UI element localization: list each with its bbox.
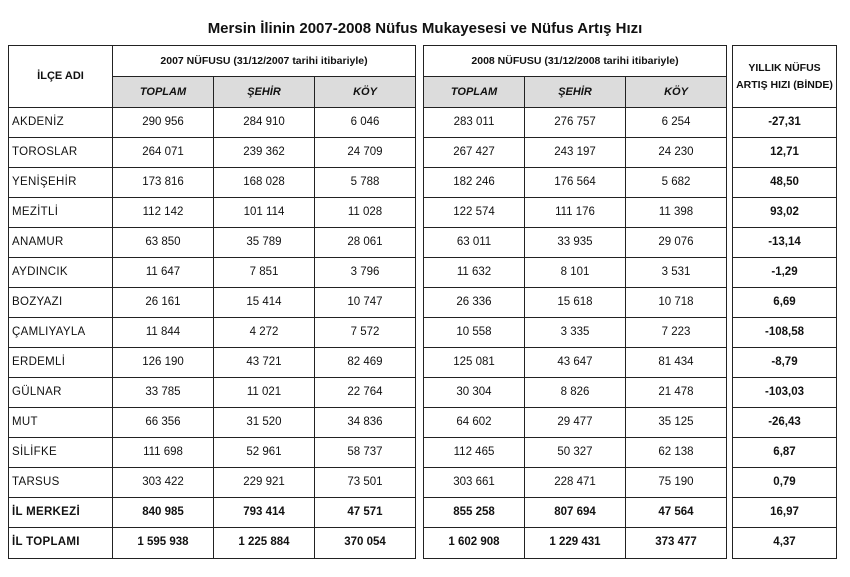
gap <box>416 348 424 378</box>
urban-2007: 168 028 <box>214 168 315 198</box>
urban-2008: 8 826 <box>525 378 626 408</box>
total-2008: 11 632 <box>424 258 525 288</box>
rural-2007: 24 709 <box>315 138 416 168</box>
urban-2008: 50 327 <box>525 438 626 468</box>
growth-rate: -27,31 <box>733 108 837 138</box>
growth-rate: 4,37 <box>733 528 837 559</box>
rural-2007: 10 747 <box>315 288 416 318</box>
gap <box>416 378 424 408</box>
total-2007: 290 956 <box>113 108 214 138</box>
total-2008: 26 336 <box>424 288 525 318</box>
urban-2007: 43 721 <box>214 348 315 378</box>
district-name: AYDINCIK <box>9 258 113 288</box>
urban-2008: 29 477 <box>525 408 626 438</box>
total-2007: 33 785 <box>113 378 214 408</box>
district-name: GÜLNAR <box>9 378 113 408</box>
population-table <box>8 45 837 559</box>
gap <box>416 438 424 468</box>
rural-2008: 75 190 <box>626 468 727 498</box>
district-name: ERDEMLİ <box>9 348 113 378</box>
urban-2008: 33 935 <box>525 228 626 258</box>
growth-rate: 0,79 <box>733 468 837 498</box>
gap <box>416 228 424 258</box>
district-name: YENİŞEHİR <box>9 168 113 198</box>
district-name: TOROSLAR <box>9 138 113 168</box>
rural-2008: 10 718 <box>626 288 727 318</box>
rural-2008: 62 138 <box>626 438 727 468</box>
total-2007: 126 190 <box>113 348 214 378</box>
total-2008: 267 427 <box>424 138 525 168</box>
rural-2008-header: KÖY <box>626 77 727 108</box>
district-header: İLÇE ADI <box>9 46 113 108</box>
rural-2007: 6 046 <box>315 108 416 138</box>
district-name: AKDENİZ <box>9 108 113 138</box>
district-name: BOZYAZI <box>9 288 113 318</box>
growth-rate-header <box>733 46 837 108</box>
district-name: İL MERKEZİ <box>9 498 113 528</box>
total-2008: 122 574 <box>424 198 525 228</box>
rural-2007: 3 796 <box>315 258 416 288</box>
district-name: İL TOPLAMI <box>9 528 113 559</box>
gap <box>416 288 424 318</box>
district-name: TARSUS <box>9 468 113 498</box>
table-row <box>9 168 837 198</box>
urban-2007: 101 114 <box>214 198 315 228</box>
urban-2008: 243 197 <box>525 138 626 168</box>
total-2008: 283 011 <box>424 108 525 138</box>
rural-2007: 11 028 <box>315 198 416 228</box>
gap <box>416 198 424 228</box>
total-2008: 855 258 <box>424 498 525 528</box>
total-2008: 112 465 <box>424 438 525 468</box>
page-title: Mersin İlinin 2007-2008 Nüfus Mukayesesi ve Nüfus Artış Hızı <box>207 20 643 37</box>
rural-2007: 47 571 <box>315 498 416 528</box>
growth-rate: -1,29 <box>733 258 837 288</box>
table-row <box>9 498 837 528</box>
total-2008: 303 661 <box>424 468 525 498</box>
total-2007: 63 850 <box>113 228 214 258</box>
urban-2007: 1 225 884 <box>214 528 315 559</box>
growth-rate: 12,71 <box>733 138 837 168</box>
gap <box>416 468 424 498</box>
urban-2007: 229 921 <box>214 468 315 498</box>
urban-2008: 1 229 431 <box>525 528 626 559</box>
growth-rate: 16,97 <box>733 498 837 528</box>
rural-2008: 373 477 <box>626 528 727 559</box>
gap <box>416 138 424 168</box>
total-2007: 173 816 <box>113 168 214 198</box>
growth-rate: -103,03 <box>733 378 837 408</box>
total-2007: 66 356 <box>113 408 214 438</box>
urban-2007: 793 414 <box>214 498 315 528</box>
urban-2008: 15 618 <box>525 288 626 318</box>
table-row <box>9 228 837 258</box>
rural-2008: 7 223 <box>626 318 727 348</box>
total-2008: 182 246 <box>424 168 525 198</box>
growth-rate: 93,02 <box>733 198 837 228</box>
gap <box>416 108 424 138</box>
total-2008: 10 558 <box>424 318 525 348</box>
district-name: ÇAMLIYAYLA <box>9 318 113 348</box>
gap <box>416 498 424 528</box>
total-2007: 26 161 <box>113 288 214 318</box>
total-2008: 63 011 <box>424 228 525 258</box>
urban-2008-header: ŞEHİR <box>525 77 626 108</box>
rural-2008: 47 564 <box>626 498 727 528</box>
total-2007-header: TOPLAM <box>113 77 214 108</box>
total-2007: 112 142 <box>113 198 214 228</box>
rural-2008: 21 478 <box>626 378 727 408</box>
total-2007: 264 071 <box>113 138 214 168</box>
table-row <box>9 468 837 498</box>
table-row <box>9 198 837 228</box>
urban-2008: 8 101 <box>525 258 626 288</box>
gap <box>416 168 424 198</box>
rural-2007: 370 054 <box>315 528 416 559</box>
growth-rate: -8,79 <box>733 348 837 378</box>
growth-rate-header-line2: ARTIŞ HIZI (BİNDE) <box>736 78 833 91</box>
growth-rate: -26,43 <box>733 408 837 438</box>
urban-2007: 35 789 <box>214 228 315 258</box>
total-2007: 303 422 <box>113 468 214 498</box>
table-row <box>9 288 837 318</box>
district-name: MEZİTLİ <box>9 198 113 228</box>
table-row <box>9 138 837 168</box>
gap <box>416 46 424 108</box>
table-row <box>9 408 837 438</box>
rural-2008: 81 434 <box>626 348 727 378</box>
rural-2008: 5 682 <box>626 168 727 198</box>
gap <box>416 258 424 288</box>
urban-2007: 31 520 <box>214 408 315 438</box>
urban-2008: 111 176 <box>525 198 626 228</box>
growth-rate: -108,58 <box>733 318 837 348</box>
table-row <box>9 318 837 348</box>
rural-2008: 35 125 <box>626 408 727 438</box>
rural-2007: 34 836 <box>315 408 416 438</box>
district-name: MUT <box>9 408 113 438</box>
urban-2007: 7 851 <box>214 258 315 288</box>
urban-2007: 4 272 <box>214 318 315 348</box>
rural-2007: 7 572 <box>315 318 416 348</box>
total-2008: 1 602 908 <box>424 528 525 559</box>
table-row <box>9 528 837 559</box>
pop-2007-header: 2007 NÜFUSU (31/12/2007 tarihi itibariyle) <box>113 46 416 77</box>
table-row <box>9 258 837 288</box>
total-2007: 1 595 938 <box>113 528 214 559</box>
pop-2008-header: 2008 NÜFUSU (31/12/2008 tarihi itibariyle) <box>424 46 727 77</box>
growth-rate-header-line1: YILLIK NÜFUS <box>748 61 821 74</box>
total-2008: 125 081 <box>424 348 525 378</box>
total-2007: 11 647 <box>113 258 214 288</box>
urban-2008: 807 694 <box>525 498 626 528</box>
urban-2008: 176 564 <box>525 168 626 198</box>
total-2007: 111 698 <box>113 438 214 468</box>
urban-2007: 284 910 <box>214 108 315 138</box>
rural-2008: 11 398 <box>626 198 727 228</box>
rural-2007: 22 764 <box>315 378 416 408</box>
gap <box>416 408 424 438</box>
urban-2007: 15 414 <box>214 288 315 318</box>
gap <box>416 318 424 348</box>
rural-2008: 3 531 <box>626 258 727 288</box>
urban-2008: 276 757 <box>525 108 626 138</box>
rural-2007: 5 788 <box>315 168 416 198</box>
district-name: ANAMUR <box>9 228 113 258</box>
urban-2007: 11 021 <box>214 378 315 408</box>
urban-2008: 3 335 <box>525 318 626 348</box>
gap <box>416 528 424 559</box>
total-2008: 64 602 <box>424 408 525 438</box>
table-row <box>9 378 837 408</box>
rural-2008: 29 076 <box>626 228 727 258</box>
growth-rate: 6,69 <box>733 288 837 318</box>
urban-2007-header: ŞEHİR <box>214 77 315 108</box>
table-row <box>9 108 837 138</box>
urban-2007: 52 961 <box>214 438 315 468</box>
rural-2007-header: KÖY <box>315 77 416 108</box>
table-row <box>9 438 837 468</box>
rural-2008: 24 230 <box>626 138 727 168</box>
growth-rate: 6,87 <box>733 438 837 468</box>
total-2008: 30 304 <box>424 378 525 408</box>
urban-2008: 228 471 <box>525 468 626 498</box>
rural-2007: 58 737 <box>315 438 416 468</box>
rural-2008: 6 254 <box>626 108 727 138</box>
rural-2007: 28 061 <box>315 228 416 258</box>
rural-2007: 82 469 <box>315 348 416 378</box>
district-name: SİLİFKE <box>9 438 113 468</box>
rural-2007: 73 501 <box>315 468 416 498</box>
urban-2008: 43 647 <box>525 348 626 378</box>
growth-rate: -13,14 <box>733 228 837 258</box>
total-2007: 11 844 <box>113 318 214 348</box>
urban-2007: 239 362 <box>214 138 315 168</box>
growth-rate: 48,50 <box>733 168 837 198</box>
table-row <box>9 348 837 378</box>
total-2007: 840 985 <box>113 498 214 528</box>
total-2008-header: TOPLAM <box>424 77 525 108</box>
